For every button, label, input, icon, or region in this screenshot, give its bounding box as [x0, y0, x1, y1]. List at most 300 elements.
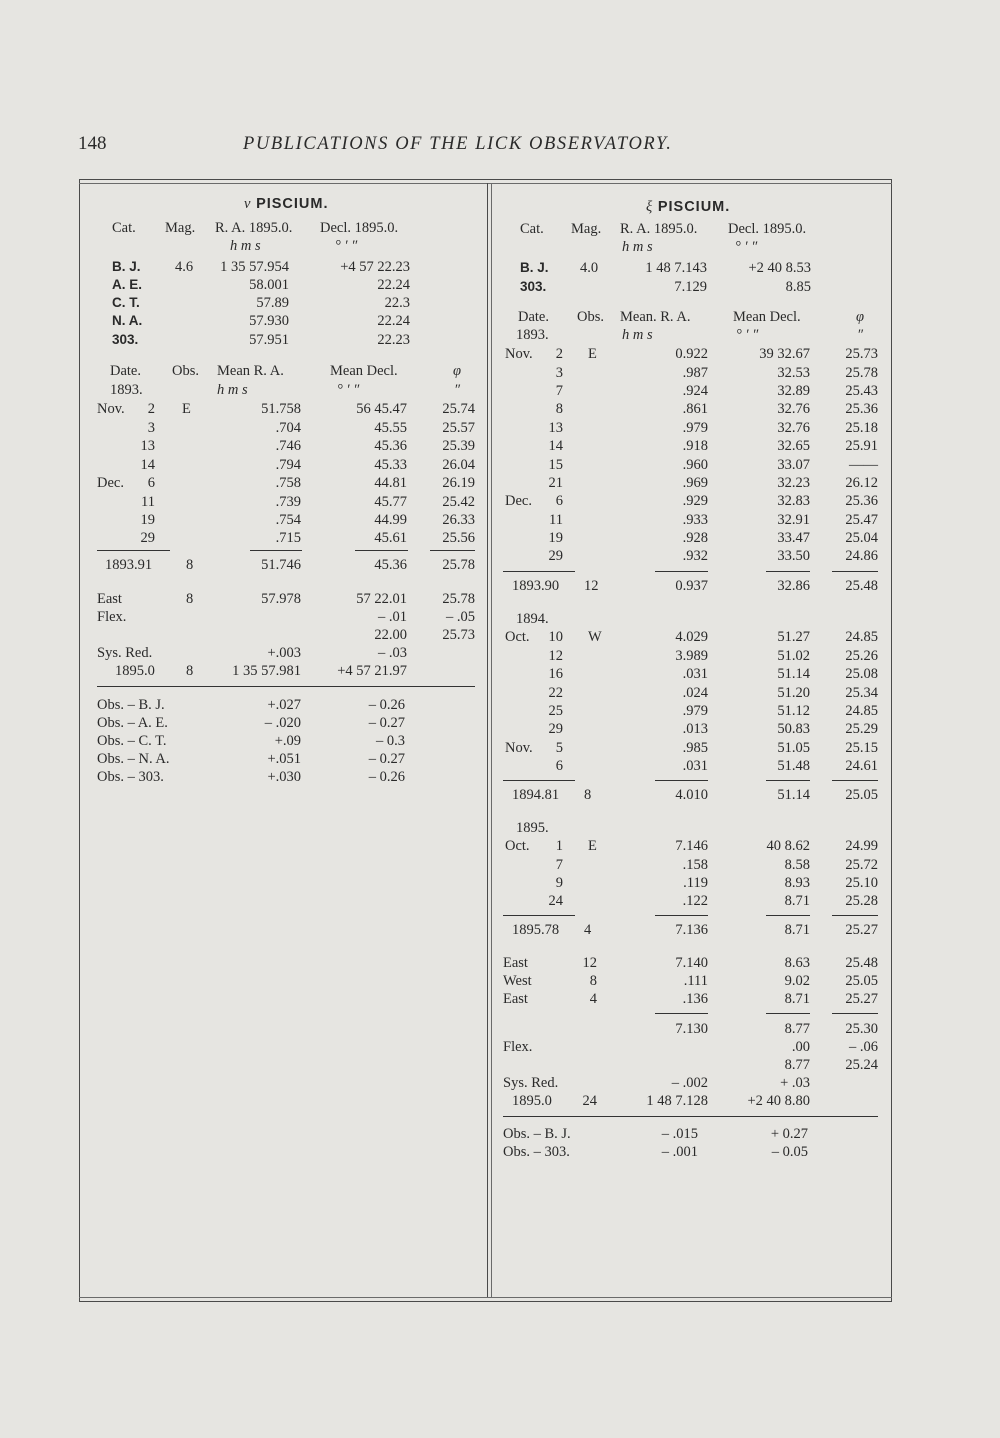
mean-decl: 51.14	[777, 666, 810, 682]
phi: 25.08	[845, 666, 878, 682]
mean-decl: 32.53	[777, 365, 810, 381]
phi: 25.74	[442, 401, 475, 417]
sum-rule	[503, 780, 575, 781]
mean-ra: .746	[275, 438, 301, 454]
mean-ra: .024	[682, 685, 708, 701]
ra-value: 57.951	[249, 332, 289, 348]
day: 14	[548, 438, 563, 454]
reduction-label: Sys. Red.	[97, 645, 153, 661]
reduction-label: East	[97, 591, 122, 607]
sum-rule	[766, 915, 810, 916]
phi: 25.04	[845, 530, 878, 546]
reduction-decl: 57 22.01	[356, 591, 407, 607]
sum-rule	[766, 571, 810, 572]
mean-decl: 32.91	[777, 512, 810, 528]
phi: 24.99	[845, 838, 878, 854]
day: 11	[549, 512, 563, 528]
reduction-ra: – .002	[671, 1075, 708, 1091]
month: Nov.	[505, 740, 533, 756]
phi: 25.28	[845, 893, 878, 909]
phi: 25.29	[845, 721, 878, 737]
pier-label: West	[503, 973, 532, 989]
mean-decl: 51.20	[777, 685, 810, 701]
day: 15	[548, 457, 563, 473]
sum-rule	[832, 1013, 878, 1014]
units-decl: ° ′ ″	[337, 382, 360, 398]
day: 7	[555, 857, 563, 873]
pier-ra: .136	[682, 991, 708, 1007]
comparison-label: Obs. – 303.	[97, 769, 164, 785]
pier-decl: 9.02	[784, 973, 810, 989]
day: 6	[555, 758, 563, 774]
phi: 25.56	[442, 530, 475, 546]
mean-ra: 51.746	[261, 557, 301, 573]
catalogue-name: 303.	[112, 332, 139, 347]
day: 5	[555, 740, 563, 756]
sum-rule	[430, 550, 475, 551]
phi: 26.04	[442, 457, 475, 473]
mean-ra: .960	[682, 457, 708, 473]
ra-value: 1 48 7.143	[645, 260, 707, 276]
phi: 25.57	[442, 420, 475, 436]
phi: 26.33	[442, 512, 475, 528]
mean-phi: 25.05	[845, 787, 878, 803]
reduction-obs: 24	[582, 1093, 597, 1109]
units-decl: ° ′ ″	[335, 238, 358, 254]
decl-value: 8.85	[785, 279, 811, 295]
sum-rule	[355, 550, 408, 551]
month: Nov.	[505, 346, 533, 362]
decl-value: 22.23	[377, 332, 410, 348]
header-mean-ra: Mean R. A.	[217, 363, 284, 379]
sum-rule	[250, 550, 302, 551]
mean-ra: .158	[682, 857, 708, 873]
mean-ra: 7.136	[675, 922, 708, 938]
mean-decl: 51.05	[777, 740, 810, 756]
sum-rule	[655, 915, 708, 916]
page-number: 148	[78, 133, 107, 154]
day: 9	[555, 875, 563, 891]
day: 8	[555, 401, 563, 417]
mean-epoch: 1893.91	[105, 557, 153, 573]
phi: 25.10	[845, 875, 878, 891]
pier-ra: .111	[683, 973, 708, 989]
reduction-ra: 57.978	[261, 591, 301, 607]
sum-rule	[832, 780, 878, 781]
header-decl: Decl. 1895.0.	[728, 221, 807, 237]
header-obs: Obs.	[172, 363, 199, 379]
reduction-decl: 8.77	[784, 1021, 810, 1037]
mean-decl: 51.48	[777, 758, 810, 774]
decl-value: +2 40 8.53	[748, 260, 811, 276]
mean-decl: 32.83	[777, 493, 810, 509]
mean-ra: 51.758	[261, 401, 301, 417]
units-ra: h m s	[622, 327, 653, 343]
day: 2	[555, 346, 563, 362]
header-year: 1893.	[516, 327, 549, 343]
day: 22	[548, 685, 563, 701]
mean-ra: .969	[682, 475, 708, 491]
units-phi: ″	[857, 327, 864, 343]
mean-ra: .013	[682, 721, 708, 737]
mean-decl: 32.23	[777, 475, 810, 491]
greek-letter: ν	[244, 196, 257, 212]
mean-phi: 25.48	[845, 578, 878, 594]
mean-epoch: 1893.90	[512, 578, 560, 594]
observer: E	[182, 401, 191, 417]
reduction-decl: +4 57 21.97	[337, 663, 407, 679]
observer: W	[588, 629, 602, 645]
pier-phi: 25.05	[845, 973, 878, 989]
units-phi: ″	[454, 382, 461, 398]
day: 19	[548, 530, 563, 546]
day: 24	[548, 893, 563, 909]
header-date: Date.	[518, 309, 549, 325]
header-date: Date.	[110, 363, 141, 379]
pier-decl: 8.63	[784, 955, 810, 971]
magnitude: 4.6	[175, 259, 194, 275]
mean-decl: 32.76	[777, 401, 810, 417]
units-ra: h m s	[622, 239, 653, 255]
mean-decl: 51.14	[777, 787, 810, 803]
reduction-obs: 8	[186, 663, 194, 679]
comparison-label: Obs. – N. A.	[97, 751, 170, 767]
header-year: 1893.	[110, 382, 143, 398]
phi: 24.85	[845, 703, 878, 719]
phi: 26.12	[845, 475, 878, 491]
reduction-phi: 25.30	[845, 1021, 878, 1037]
reduction-label: Flex.	[97, 609, 127, 625]
phi: 25.73	[845, 346, 878, 362]
mean-ra: 7.146	[675, 838, 708, 854]
ra-value: 1 35 57.954	[220, 259, 289, 275]
month: Dec.	[505, 493, 532, 509]
mean-ra: .928	[682, 530, 708, 546]
phi: ——	[849, 457, 878, 473]
header-mean-ra: Mean. R. A.	[620, 309, 691, 325]
mean-decl: 51.02	[777, 648, 810, 664]
mean-decl: 45.36	[374, 557, 407, 573]
mean-ra: .739	[275, 494, 301, 510]
phi: 26.19	[442, 475, 475, 491]
mean-ra: .758	[275, 475, 301, 491]
comparison-label: Obs. – A. E.	[97, 715, 168, 731]
units-decl: ° ′ ″	[736, 327, 759, 343]
mean-decl: 8.71	[784, 922, 810, 938]
phi: 25.36	[845, 493, 878, 509]
pier-ra: 7.140	[675, 955, 708, 971]
day: 13	[140, 438, 155, 454]
comparison-ra: – .001	[661, 1144, 698, 1160]
ra-value: 57.930	[249, 313, 289, 329]
reduction-ra: +.003	[267, 645, 301, 661]
reduction-phi: – .06	[849, 1039, 878, 1055]
pier-label: East	[503, 991, 528, 1007]
mean-decl: 32.65	[777, 438, 810, 454]
catalogue-name: B. J.	[520, 260, 549, 275]
reduction-phi: 25.78	[442, 591, 475, 607]
reduction-decl: 8.77	[784, 1057, 810, 1073]
phi: 24.86	[845, 548, 878, 564]
frame-rule-bottom	[79, 1297, 892, 1298]
day: 3	[555, 365, 563, 381]
mean-ra: 4.010	[675, 787, 708, 803]
units-decl: ° ′ ″	[735, 239, 758, 255]
mean-phi: 25.78	[442, 557, 475, 573]
ra-value: 7.129	[674, 279, 707, 295]
mean-decl: 44.99	[374, 512, 407, 528]
reduction-decl: + .03	[780, 1075, 810, 1091]
magnitude: 4.0	[580, 260, 599, 276]
phi: 25.26	[845, 648, 878, 664]
mean-decl: 45.77	[374, 494, 407, 510]
mean-obs-count: 12	[584, 578, 599, 594]
section-rule	[503, 1116, 878, 1117]
mean-ra: .715	[275, 530, 301, 546]
reduction-label: 1895.0	[115, 663, 155, 679]
header-mag: Mag.	[165, 220, 196, 236]
comparison-decl: – 0.05	[771, 1144, 808, 1160]
sum-rule	[503, 915, 575, 916]
pier-phi: 25.27	[845, 991, 878, 1007]
section-title	[244, 196, 329, 213]
phi: 25.18	[845, 420, 878, 436]
header-mean-decl: Mean Decl.	[733, 309, 801, 325]
catalogue-name: B. J.	[112, 259, 141, 274]
mean-decl: 8.93	[784, 875, 810, 891]
greek-letter: ξ	[646, 199, 658, 215]
sum-rule	[655, 780, 708, 781]
pier-decl: 8.71	[784, 991, 810, 1007]
comparison-decl: + 0.27	[770, 1126, 808, 1142]
reduction-decl: – .01	[378, 609, 407, 625]
mean-decl: 39 32.67	[759, 346, 810, 362]
mean-decl: 45.55	[374, 420, 407, 436]
comparison-ra: +.051	[267, 751, 301, 767]
reduction-phi: – .05	[446, 609, 475, 625]
decl-value: 22.24	[377, 277, 410, 293]
month: Oct.	[505, 629, 530, 645]
mean-obs-count: 8	[186, 557, 194, 573]
day: 12	[548, 648, 563, 664]
header-phi: φ	[856, 309, 865, 325]
catalogue-name: C. T.	[112, 295, 140, 310]
mean-ra: .754	[275, 512, 301, 528]
mean-decl: 33.07	[777, 457, 810, 473]
mean-ra: .031	[682, 666, 708, 682]
year-label: 1894.	[516, 611, 549, 627]
mean-decl: 40 8.62	[766, 838, 810, 854]
pier-label: East	[503, 955, 528, 971]
mean-decl: 45.33	[374, 457, 407, 473]
month: Oct.	[505, 838, 530, 854]
observer: E	[588, 838, 597, 854]
mean-ra: 4.029	[675, 629, 708, 645]
phi: 25.42	[442, 494, 475, 510]
running-head: PUBLICATIONS OF THE LICK OBSERVATORY.	[243, 134, 673, 154]
reduction-decl: .00	[791, 1039, 810, 1055]
mean-ra: .861	[682, 401, 708, 417]
mean-ra: .918	[682, 438, 708, 454]
mean-decl: 51.27	[777, 629, 810, 645]
column-divider	[487, 183, 488, 1297]
reduction-ra: 1 35 57.981	[232, 663, 301, 679]
mean-decl: 8.58	[784, 857, 810, 873]
phi: 25.78	[845, 365, 878, 381]
day: 1	[555, 838, 563, 854]
month: Nov.	[97, 401, 125, 417]
mean-ra: .704	[275, 420, 301, 436]
mean-decl: 32.76	[777, 420, 810, 436]
phi: 25.34	[845, 685, 878, 701]
mean-decl: 33.47	[777, 530, 810, 546]
sum-rule	[832, 915, 878, 916]
units-ra: h m s	[217, 382, 248, 398]
column-divider-inner	[491, 183, 492, 1297]
header-obs: Obs.	[577, 309, 604, 325]
mean-epoch: 1895.78	[512, 922, 560, 938]
mean-ra: .932	[682, 548, 708, 564]
observer: E	[588, 346, 597, 362]
header-decl: Decl. 1895.0.	[320, 220, 399, 236]
header-ra: R. A. 1895.0.	[620, 221, 698, 237]
sum-rule	[655, 1013, 708, 1014]
comparison-ra: +.030	[267, 769, 301, 785]
day: 29	[548, 548, 563, 564]
phi: 25.47	[845, 512, 878, 528]
sum-rule	[655, 571, 708, 572]
reduction-obs: 8	[186, 591, 194, 607]
comparison-ra: +.027	[267, 697, 301, 713]
comparison-decl: – 0.26	[368, 769, 405, 785]
header-ra: R. A. 1895.0.	[215, 220, 293, 236]
header-mag: Mag.	[571, 221, 602, 237]
day: 29	[140, 530, 155, 546]
mean-decl: 45.36	[374, 438, 407, 454]
day: 6	[555, 493, 563, 509]
year-label: 1895.	[516, 820, 549, 836]
reduction-ra: 7.130	[675, 1021, 708, 1037]
day: 6	[147, 475, 155, 491]
comparison-label: Obs. – 303.	[503, 1144, 570, 1160]
mean-decl: 32.86	[777, 578, 810, 594]
mean-decl: 45.61	[374, 530, 407, 546]
phi: 25.36	[845, 401, 878, 417]
mean-obs-count: 8	[584, 787, 592, 803]
mean-decl: 8.71	[784, 893, 810, 909]
day: 11	[141, 494, 155, 510]
reduction-phi: 25.24	[845, 1057, 878, 1073]
day: 29	[548, 721, 563, 737]
mean-decl: 44.81	[374, 475, 407, 491]
mean-ra: .933	[682, 512, 708, 528]
mean-ra: .979	[682, 703, 708, 719]
mean-ra: .794	[275, 457, 301, 473]
mean-ra: .119	[683, 875, 708, 891]
pier-obs: 4	[589, 991, 597, 1007]
decl-value: +4 57 22.23	[340, 259, 410, 275]
comparison-decl: – 0.3	[376, 733, 405, 749]
header-phi: φ	[453, 363, 462, 379]
sum-rule	[832, 571, 878, 572]
header-cat: Cat.	[520, 221, 544, 237]
reduction-decl: – .03	[378, 645, 407, 661]
mean-ra: .987	[682, 365, 708, 381]
day: 13	[548, 420, 563, 436]
day: 14	[140, 457, 155, 473]
mean-epoch: 1894.81	[512, 787, 560, 803]
month: Dec.	[97, 475, 124, 491]
reduction-label: Flex.	[503, 1039, 533, 1055]
ra-value: 57.89	[256, 295, 289, 311]
comparison-label: Obs. – C. T.	[97, 733, 167, 749]
mean-ra: .929	[682, 493, 708, 509]
day: 16	[548, 666, 563, 682]
pier-phi: 25.48	[845, 955, 878, 971]
mean-decl: 32.89	[777, 383, 810, 399]
day: 10	[548, 629, 563, 645]
pier-obs: 12	[582, 955, 597, 971]
day: 3	[147, 420, 155, 436]
mean-obs-count: 4	[584, 922, 592, 938]
day: 2	[147, 401, 155, 417]
mean-ra: .031	[682, 758, 708, 774]
catalogue-name: A. E.	[112, 277, 143, 292]
units-ra: h m s	[230, 238, 261, 254]
decl-value: 22.3	[384, 295, 410, 311]
reduction-decl: 22.00	[374, 627, 407, 643]
catalogue-name: 303.	[520, 279, 547, 294]
phi: 25.91	[845, 438, 878, 454]
phi: 25.39	[442, 438, 475, 454]
header-mean-decl: Mean Decl.	[330, 363, 398, 379]
mean-decl: 56 45.47	[356, 401, 407, 417]
comparison-decl: – 0.27	[368, 751, 405, 767]
sum-rule	[503, 571, 575, 572]
reduction-label: Sys. Red.	[503, 1075, 559, 1091]
reduction-phi: 25.73	[442, 627, 475, 643]
comparison-label: Obs. – B. J.	[97, 697, 165, 713]
mean-decl: 50.83	[777, 721, 810, 737]
section-title	[646, 199, 730, 216]
section-rule	[97, 686, 475, 687]
sum-rule	[766, 1013, 810, 1014]
phi: 25.15	[845, 740, 878, 756]
mean-ra: 0.922	[675, 346, 708, 362]
decl-value: 22.24	[377, 313, 410, 329]
sum-rule	[766, 780, 810, 781]
pier-obs: 8	[589, 973, 597, 989]
reduction-ra: 1 48 7.128	[646, 1093, 708, 1109]
day: 21	[548, 475, 563, 491]
comparison-decl: – 0.26	[368, 697, 405, 713]
mean-ra: .924	[682, 383, 708, 399]
comparison-ra: +.09	[274, 733, 301, 749]
mean-ra: 3.989	[675, 648, 708, 664]
reduction-label: 1895.0	[512, 1093, 552, 1109]
mean-decl: 51.12	[777, 703, 810, 719]
mean-decl: 33.50	[777, 548, 810, 564]
phi: 25.72	[845, 857, 878, 873]
mean-ra: .122	[682, 893, 708, 909]
mean-phi: 25.27	[845, 922, 878, 938]
comparison-ra: – .015	[661, 1126, 698, 1142]
star-name: PISCIUM.	[256, 196, 329, 212]
day: 25	[548, 703, 563, 719]
comparison-ra: – .020	[264, 715, 301, 731]
phi: 24.85	[845, 629, 878, 645]
frame-rule-top	[79, 183, 892, 184]
